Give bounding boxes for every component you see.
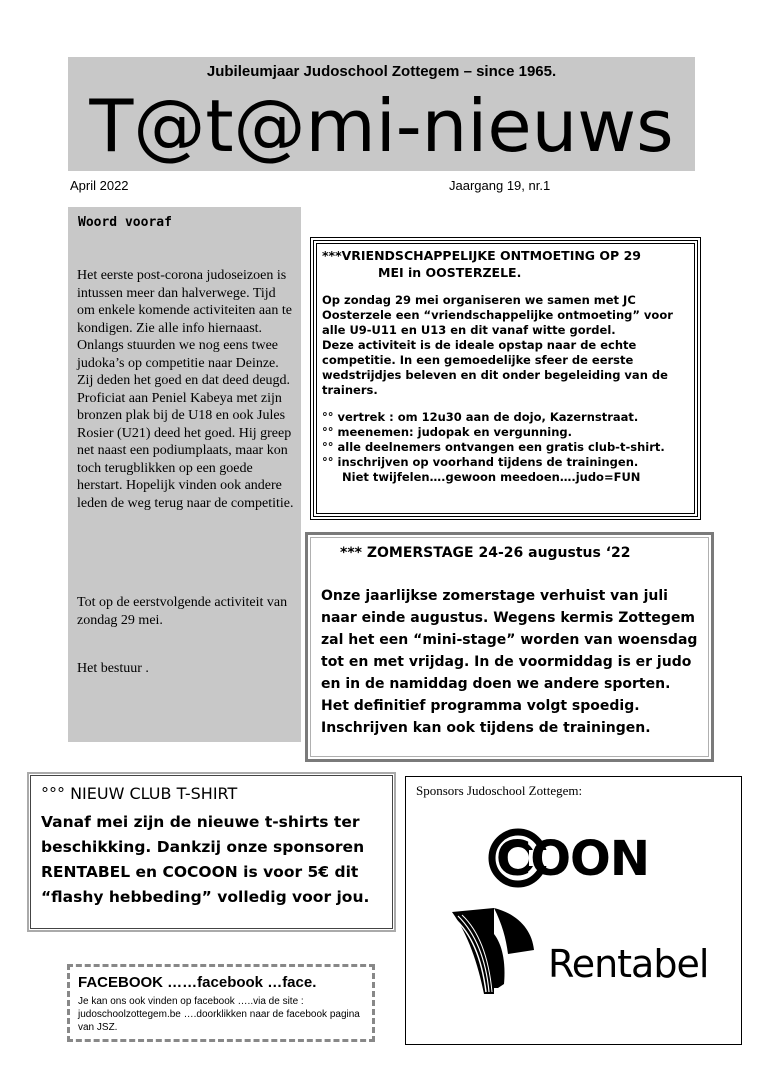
zomerstage-text: Het definitief programma volgt spoedig.: [321, 698, 640, 714]
facebook-box: [67, 964, 375, 1042]
event-list-item: °° alle deelnemers ontvangen een gratis club-t-shirt.: [322, 440, 665, 454]
masthead-title: T@t@mi-nieuws: [89, 84, 674, 168]
tshirt-title: °°° NIEUW CLUB T-SHIRT: [41, 784, 238, 803]
issue-volume: Jaargang 19, nr.1: [449, 178, 551, 193]
zomerstage-title: *** ZOMERSTAGE 24-26 augustus ‘22: [340, 545, 631, 561]
event-list-item: °° meenemen: judopak en vergunning.: [322, 425, 573, 439]
event-box: [310, 237, 701, 520]
event-list: [322, 410, 691, 485]
facebook-title: FACEBOOK ……facebook …face.: [78, 974, 317, 991]
issue-date: April 2022: [70, 178, 129, 193]
event-title-line2: MEI in OOSTERZELE.: [378, 265, 522, 280]
sponsors-title: Sponsors Judoschool Zottegem:: [416, 783, 583, 798]
woord-vooraf-title: Woord vooraf: [78, 215, 172, 230]
zomerstage-text: Inschrijven kan ook tijdens de trainingen.: [321, 720, 651, 736]
sponsors-box: [405, 776, 742, 1045]
rentabel-logo-icon: [448, 904, 538, 999]
woord-vooraf-panel: [68, 207, 301, 742]
zomerstage-box: [305, 532, 714, 762]
woord-vooraf-signature: Het bestuur .: [77, 661, 149, 676]
zomerstage-text: Onze jaarlijkse zomerstage verhuist van juli naar einde augustus. Wegens kermis Zottegem zal het een “mini-stage” worden van woensdag tot en met vrijdag. In de voormiddag is er judo en in de namiddag doen we andere sporten.: [321, 588, 698, 692]
woord-vooraf-body: Het eerste post-corona judoseizoen is intussen meer dan halverwege. Tijd om enkele komende activiteiten aan te kondigen. Zie alle info hiernaast. Onlangs stuurden we nog eens twee judoka’s op competitie naar Deinze. Zij deden het goed en dat deed deugd. Proficiat aan Peniel Kabeya met zijn bronzen plak bij de U18 en ook Jules Rosier (U21) deed het goed. Hij greep net naast een podiumplaats, maar kon toch terugblikken op een goede herstart. Hopelijk vinden ook andere leden de weg terug naar de competitie.: [77, 268, 294, 511]
zomerstage-body: [321, 585, 706, 739]
woord-vooraf-closing: Tot op de eerstvolgende activiteit van zondag 29 mei.: [77, 595, 288, 628]
masthead: [68, 57, 695, 171]
event-list-item: °° vertrek : om 12u30 aan de dojo, Kazernstraat.: [322, 410, 639, 424]
cocoon-wordmark: COON: [496, 831, 650, 887]
event-paragraph: Deze activiteit is de ideale opstap naar de echte competitie. In een gemoedelijke sfeer de eerste wedstrijdjes beleven en dit onder begeleiding van de trainers.: [322, 338, 668, 397]
masthead-subtitle: Jubileumjaar Judoschool Zottegem – since 1965.: [206, 63, 557, 80]
event-content: [322, 247, 691, 485]
event-title: ***VRIENDSCHAPPELIJKE ONTMOETING OP 29: [322, 248, 641, 263]
event-list-item: °° inschrijven op voorhand tijdens de trainingen.: [322, 455, 639, 469]
rentabel-wordmark: Rentabel: [548, 942, 709, 986]
tshirt-box: [30, 775, 393, 929]
tshirt-body: Vanaf mei zijn de nieuwe t-shirts ter beschikking. Dankzij onze sponsoren RENTABEL en COCOON is voor 5€ dit “flashy hebbeding” volledig voor jou.: [41, 813, 370, 906]
event-closing: Niet twijfelen….gewoon meedoen….judo=FUN: [342, 470, 641, 484]
facebook-body: Je kan ons ook vinden op facebook …..via de site : judoschoolzottegem.be ….doorklikken naar de facebook pagina van JSZ.: [78, 996, 360, 1033]
event-paragraph: Op zondag 29 mei organiseren we samen met JC Oosterzele een “vriendschappelijke ontmoeting” voor alle U9-U11 en U13 en dit vanaf witte gordel.: [322, 293, 673, 337]
